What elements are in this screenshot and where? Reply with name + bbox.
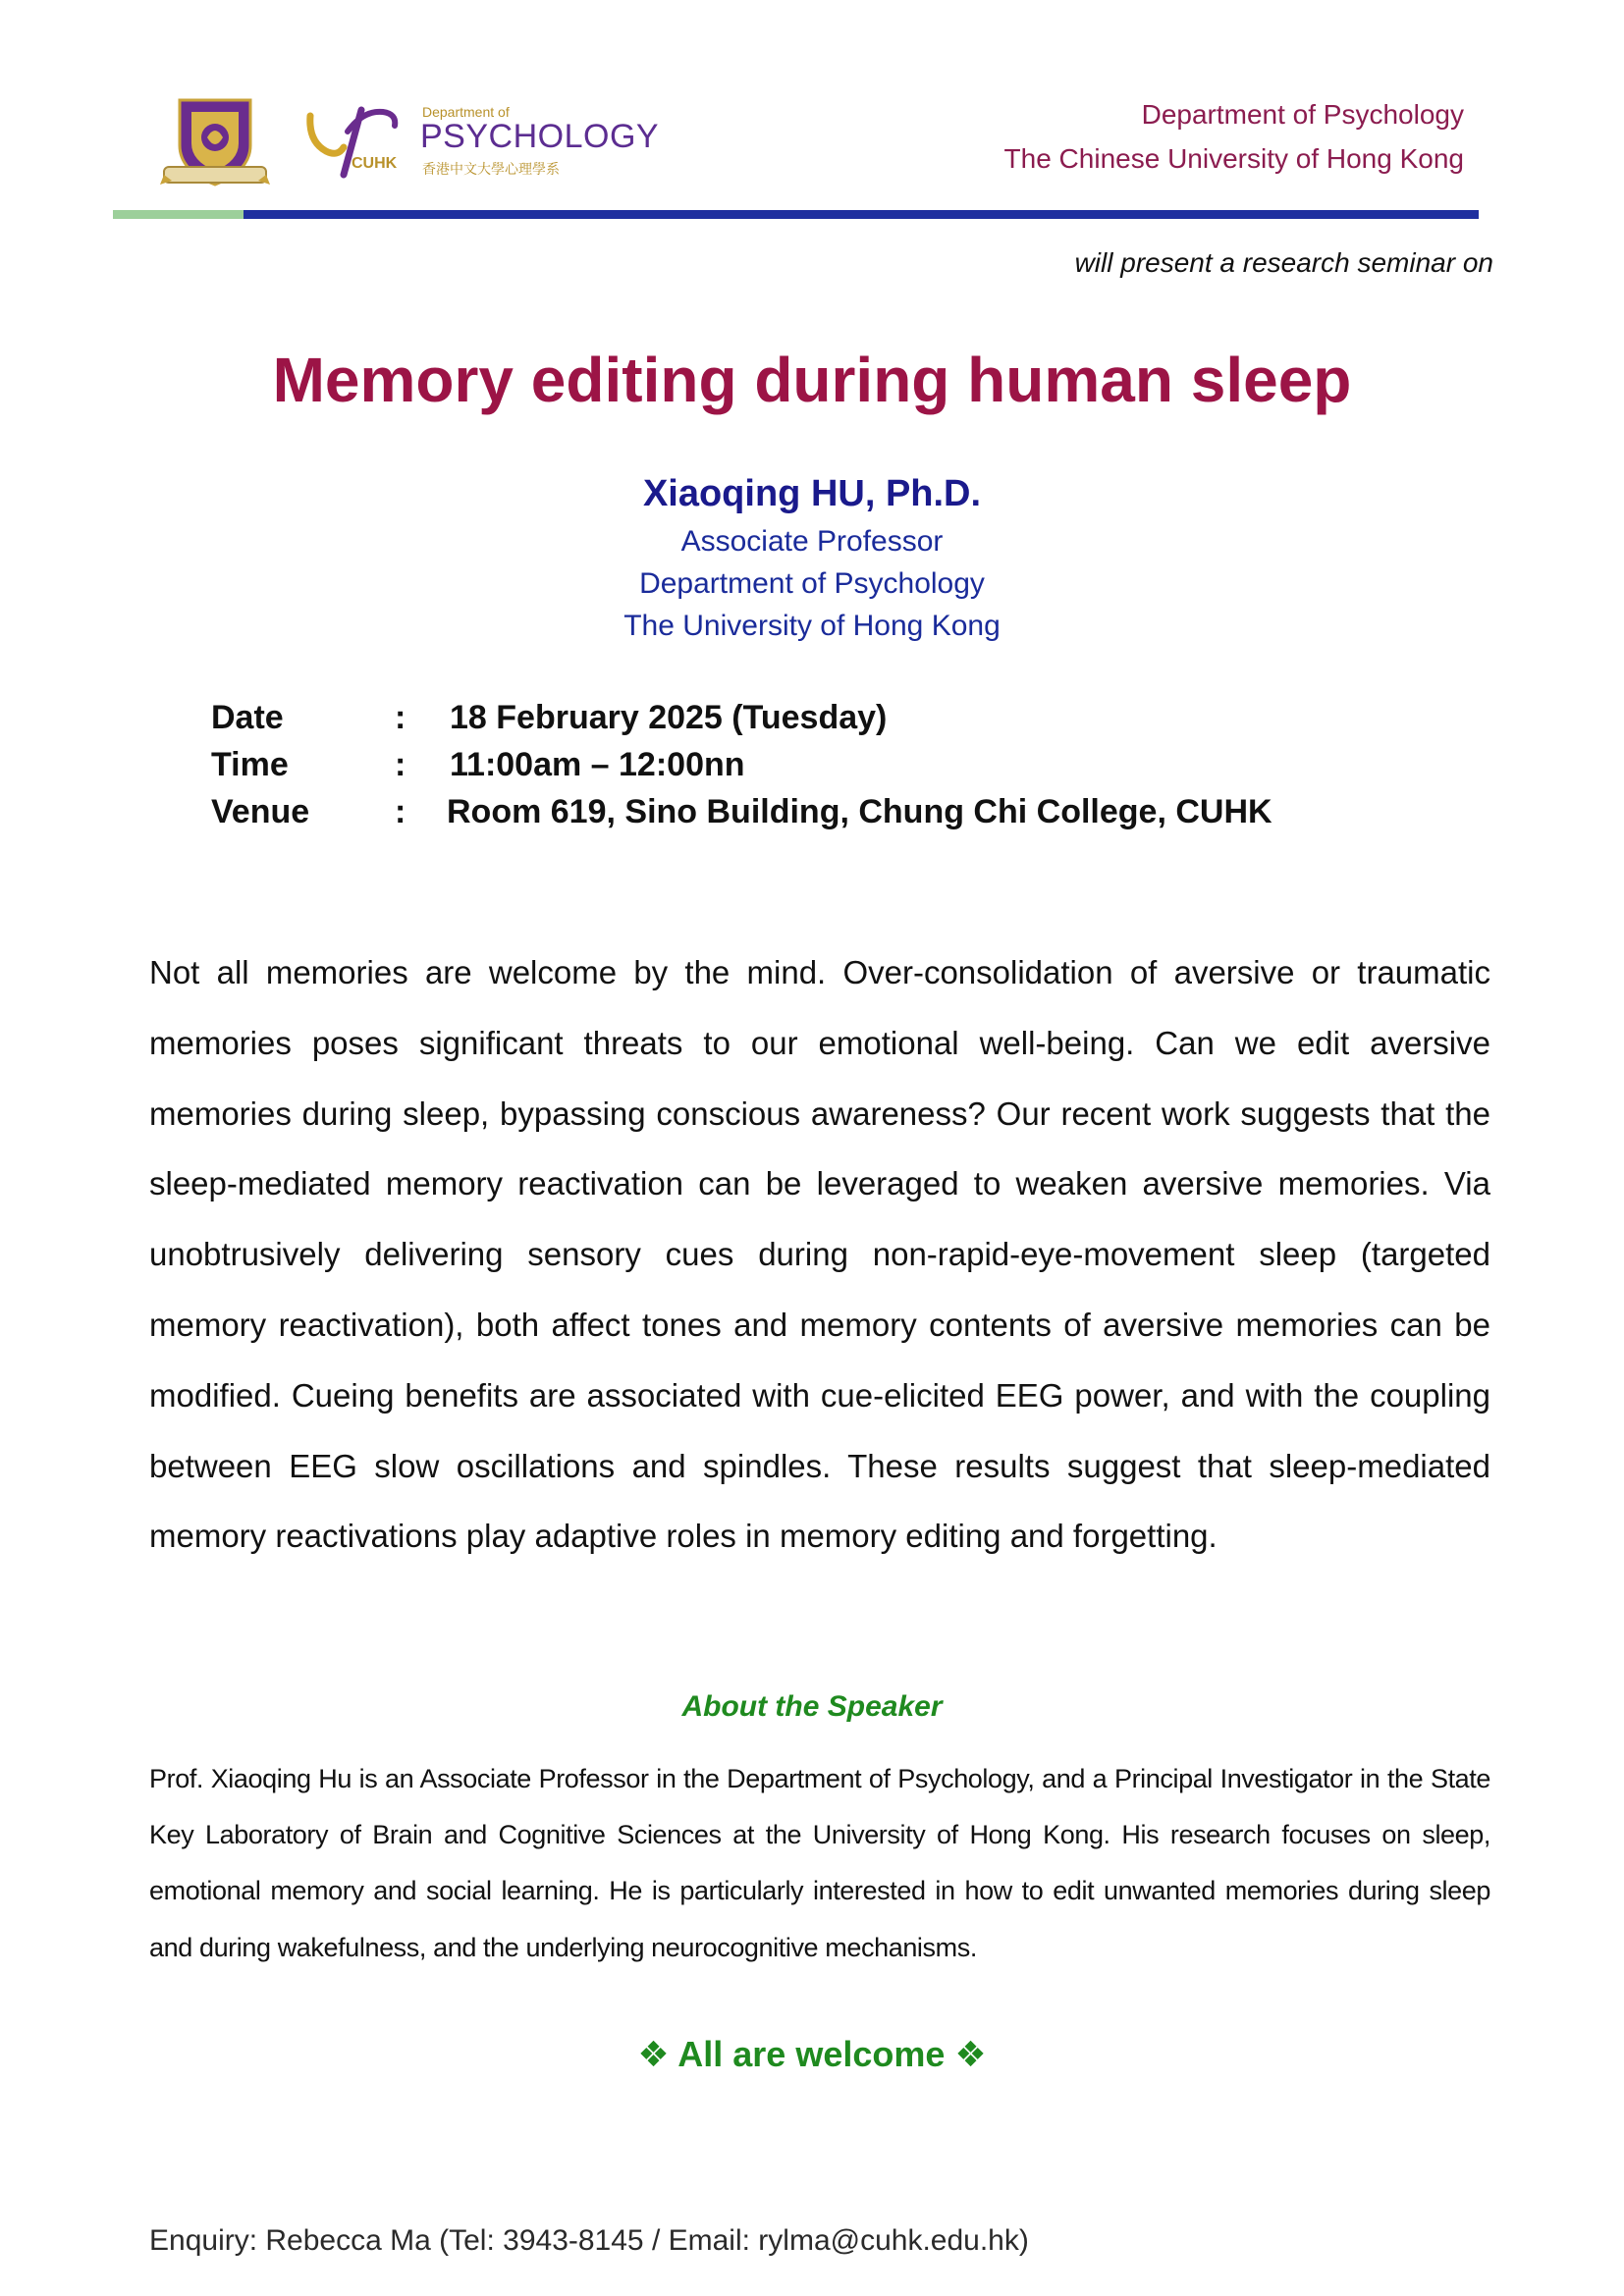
logo-chinese-text: 香港中文大學心理學系 [422, 161, 560, 177]
speaker-name: Xiaoqing HU, Ph.D. [642, 473, 982, 514]
speaker-position: Associate Professor [680, 525, 944, 558]
venue-value: Room 619, Sino Building, Chung Chi College, CUHK [447, 793, 1272, 830]
venue-label: Venue [211, 793, 310, 830]
university-crest-logo [160, 94, 270, 192]
seminar-title: Memory editing during human sleep [272, 345, 1352, 415]
venue-row [211, 793, 1389, 838]
date-separator: : [395, 699, 406, 736]
time-value: 11:00am – 12:00nn [450, 746, 745, 783]
date-row [211, 699, 1389, 744]
speaker-department: Department of Psychology [639, 567, 985, 600]
logo-dept-small-text: Department of [422, 104, 510, 120]
abstract-paragraph: Not all memories are welcome by the mind. Over-consolidation of aversive or traumatic memories poses significant threats to our emotional well-being. Can we edit aversive memories during sleep, bypassing conscious awareness? Our recent work suggests that the sleep-mediated memory reactivation can be leveraged to weaken aversive memories. Via unobtrusively delivering sensory cues during non-rapid-eye-movement sleep (targeted memory reactivation), both affect tones and memory contents of aversive memories can be modified. Cueing benefits are associated with cue-elicited EEG power, and with the coupling between EEG slow oscillations and spindles. These results suggest that sleep-mediated memory reactivations play adaptive roles in memory editing and forgetting. [149, 954, 1490, 1555]
logo-cuhk-text: CUHK [352, 155, 398, 172]
header-university: The Chinese University of Hong Kong [1003, 143, 1464, 174]
welcome-line: ❖ All are welcome ❖ [637, 2034, 987, 2074]
about-speaker-heading: About the Speaker [681, 1690, 943, 1723]
enquiry-line: Enquiry: Rebecca Ma (Tel: 3943-8145 / Email: rylma@cuhk.edu.hk) [149, 2224, 1029, 2257]
psychology-department-logo [304, 102, 660, 181]
header-rule-green [113, 210, 244, 219]
speaker-bio-paragraph: Prof. Xiaoqing Hu is an Associate Professor in the Department of Psychology, and a Principal Investigator in the State Key Laboratory of Brain and Cognitive Sciences at the University of Hong Kong. His research focuses on sleep, emotional memory and social learning. He is particularly interested in how to edit unwanted memories during sleep and during wakefulness, and the underlying neurocognitive mechanisms. [149, 1764, 1490, 1962]
header-rule-blue [244, 210, 1479, 219]
date-label: Date [211, 699, 284, 736]
time-row [211, 746, 1389, 791]
header-department: Department of Psychology [1141, 99, 1464, 130]
logo-psychology-text: PSYCHOLOGY [420, 118, 660, 155]
time-label: Time [211, 746, 289, 783]
intro-line: will present a research seminar on [1074, 247, 1493, 278]
time-separator: : [395, 746, 406, 783]
venue-separator: : [395, 793, 406, 830]
date-value: 18 February 2025 (Tuesday) [450, 699, 888, 736]
speaker-university: The University of Hong Kong [623, 610, 1001, 642]
